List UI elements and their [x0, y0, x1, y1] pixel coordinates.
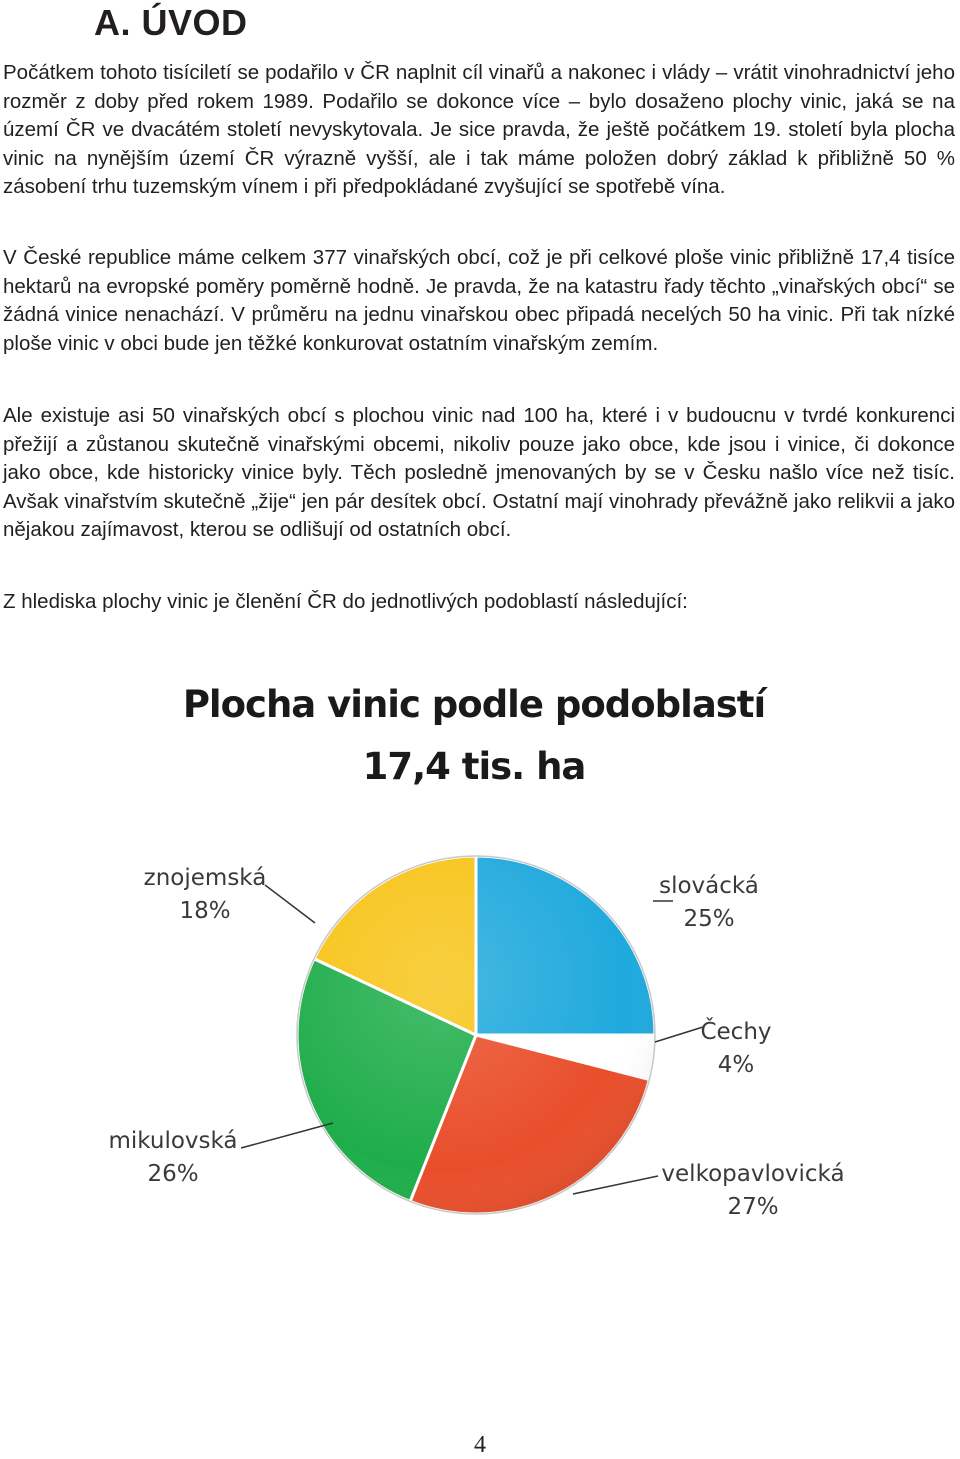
- leader-line: [655, 1027, 703, 1042]
- paragraph-wine-villages: V České republice máme celkem 377 vinařských obcí, což je při celkové ploše vinic přibližně 17,4 tisíce hektarů na evropské poměry poměrně hodně. Je pravda, že na katastru řady těchto „vinařských obcí“ se žádná vinice nenachází. V průměru na jednu vinařskou obec připadá necelých 50 ha vinic. Při tak nízké ploše vinic v obci bude jen těžké konkurovat ostatním vinařským zemím.: [3, 246, 955, 355]
- slice-percent-label: 18%: [179, 898, 231, 924]
- pie-chart: [3, 661, 954, 1273]
- chart-title-line-2: 17,4 tis. ha: [362, 745, 586, 788]
- slice-percent-label: 25%: [683, 906, 735, 932]
- page-number: 4: [474, 1432, 486, 1458]
- slice-percent-label: 26%: [147, 1161, 199, 1187]
- chart-title-line-1: Plocha vinic podle podoblastí: [182, 683, 766, 726]
- pie-chart-figure: [3, 661, 954, 1273]
- leader-line: [573, 1176, 658, 1194]
- slice-name-label: znojemská: [143, 865, 267, 891]
- paragraph-intro: Počátkem tohoto tisíciletí se podařilo v ČR naplnit cíl vinařů a nakonec i vlády – vrátit vinohradnictví jeho rozměr z doby před rokem 1989. Podařilo se dokonce více – bylo dosaženo plochy vinic, jaká se na území ČR ve dvacátém století nevyskytovala. Je sice pravda, že ještě počátkem 19. století byla plocha vinic na nynějším území ČR výrazně vyšší, ale i tak máme položen dobrý základ k přibližně 50 % zásobení trhu tuzemským vínem i při předpokládané zvyšující se spotřebě vína.: [3, 61, 955, 198]
- leader-line: [265, 885, 315, 923]
- pie-slices: [297, 856, 655, 1214]
- pie-shading: [297, 856, 655, 1214]
- slice-percent-label: 4%: [717, 1052, 755, 1078]
- paragraph-large-villages: Ale existuje asi 50 vinařských obcí s plochou vinic nad 100 ha, které i v budoucnu v tvrdé konkurenci přežijí a zůstanou skutečně vinařskými obcemi, nikoliv pouze jako obce, kde jsou i vinice, či dokonce jako obce, kde historicky vinice byly. Těch posledně jmenovaných by se v Česku našlo více než tisíc. Avšak vinařstvím skutečně „žije“ jen pár desítek obcí. Ostatní mají vinohrady převážně jako relikvii a jako nějakou zajímavost, kterou se odlišují od ostatních obcí.: [3, 404, 955, 541]
- section-heading: A. ÚVOD: [94, 2, 248, 43]
- slice-name-label: slovácká: [659, 873, 759, 899]
- slice-percent-label: 27%: [727, 1194, 779, 1220]
- slice-name-label: velkopavlovická: [661, 1161, 845, 1187]
- slice-name-label: Čechy: [700, 1019, 772, 1045]
- leader-line: [241, 1123, 333, 1148]
- slice-name-label: mikulovská: [108, 1128, 238, 1154]
- paragraph-chart-intro: Z hlediska plochy vinic je členění ČR do jednotlivých podoblastí následující:: [3, 590, 688, 613]
